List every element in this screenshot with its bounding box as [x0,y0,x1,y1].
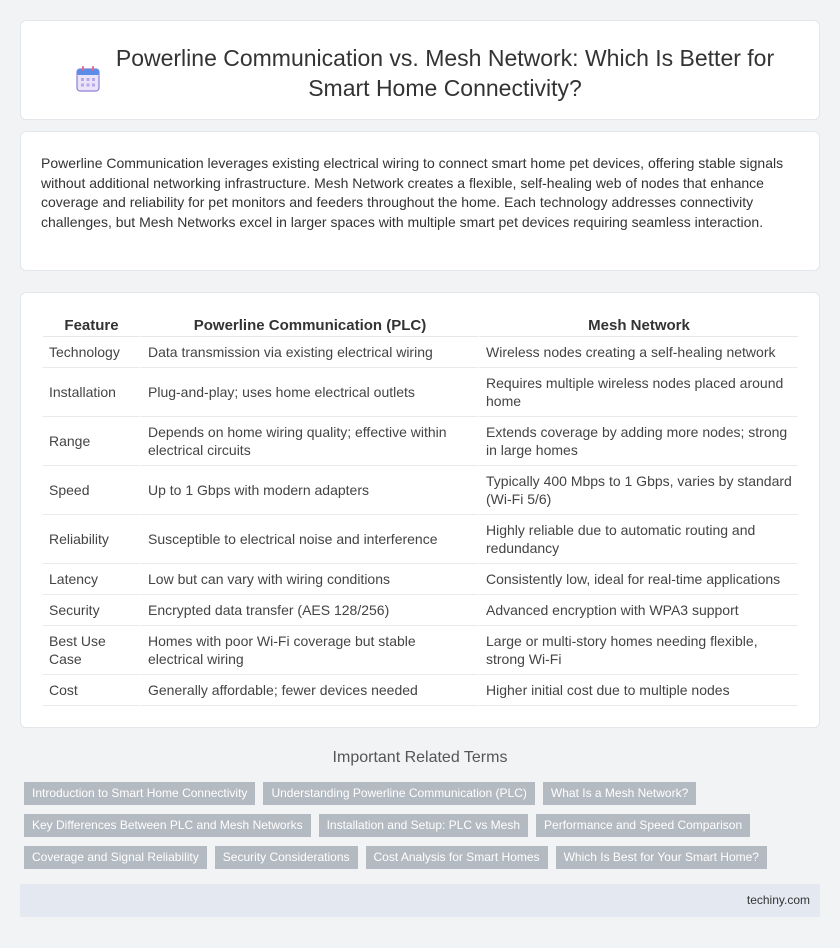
table-row [43,675,798,706]
plc-cell: Data transmission via existing electrical wiring [140,337,478,368]
plc-cell: Susceptible to electrical noise and interference [140,515,478,564]
page-title: Powerline Communication vs. Mesh Network: Which Is Better for Smart Home Connectivity? [115,45,775,101]
plc-cell: Low but can vary with wiring conditions [140,564,478,595]
plc-cell: Up to 1 Gbps with modern adapters [140,466,478,515]
table-row [43,417,798,466]
table-row [43,337,798,368]
table-header-row [43,313,798,337]
intro-paragraph: Powerline Communication leverages existing electrical wiring to connect smart home pet devices, offering stable signals without additional networking infrastructure. Mesh Network creates a flexible, self-healing web of nodes that enhance coverage and reliability for pet monitors and feeders throughout the home. Each technology addresses connectivity challenges, but Mesh Networks excel in larger spaces with multiple smart pet devices requiring seamless interaction. [41,155,784,230]
plc-cell: Plug-and-play; uses home electrical outlets [140,368,478,417]
intro-card [20,131,820,271]
plc-cell: Depends on home wiring quality; effective within electrical circuits [140,417,478,466]
header-mesh: Mesh Network [478,313,798,337]
feature-cell: Speed [43,466,140,515]
related-term-link[interactable]: Cost Analysis for Smart Homes [366,846,548,869]
related-term-link[interactable]: Performance and Speed Comparison [536,814,750,837]
tag-row [24,846,824,869]
table-row [43,626,798,675]
mesh-cell: Wireless nodes creating a self-healing network [478,337,798,368]
footer-site-link[interactable]: techiny.com [746,893,810,907]
table-row [43,368,798,417]
feature-cell: Installation [43,368,140,417]
header-feature: Feature [43,313,140,337]
plc-cell: Homes with poor Wi-Fi coverage but stable electrical wiring [140,626,478,675]
footer [20,884,820,917]
mesh-cell: Typically 400 Mbps to 1 Gbps, varies by standard (Wi-Fi 5/6) [478,466,798,515]
mesh-cell: Consistently low, ideal for real-time applications [478,564,798,595]
table-row [43,595,798,626]
feature-cell: Latency [43,564,140,595]
related-term-link[interactable]: Coverage and Signal Reliability [24,846,207,869]
related-terms-heading: Important Related Terms [332,749,508,766]
title-card [20,20,820,120]
mesh-cell: Large or multi-story homes needing flexible, strong Wi-Fi [478,626,798,675]
feature-cell: Cost [43,675,140,706]
plc-cell: Encrypted data transfer (AES 128/256) [140,595,478,626]
header-plc: Powerline Communication (PLC) [140,313,478,337]
mesh-cell: Highly reliable due to automatic routing and redundancy [478,515,798,564]
tag-row [24,814,824,837]
related-term-link[interactable]: Key Differences Between PLC and Mesh Networks [24,814,311,837]
tag-row [24,782,824,805]
related-term-link[interactable]: Which Is Best for Your Smart Home? [556,846,767,869]
plc-cell: Generally affordable; fewer devices needed [140,675,478,706]
related-terms-list [24,782,824,878]
table-row [43,515,798,564]
feature-cell: Reliability [43,515,140,564]
table-row [43,466,798,515]
related-term-link[interactable]: What Is a Mesh Network? [543,782,696,805]
related-term-link[interactable]: Installation and Setup: PLC vs Mesh [319,814,528,837]
mesh-cell: Extends coverage by adding more nodes; strong in large homes [478,417,798,466]
feature-cell: Range [43,417,140,466]
mesh-cell: Higher initial cost due to multiple nodes [478,675,798,706]
mesh-cell: Advanced encryption with WPA3 support [478,595,798,626]
feature-cell: Best Use Case [43,626,140,675]
feature-cell: Technology [43,337,140,368]
related-term-link[interactable]: Understanding Powerline Communication (PLC) [263,782,534,805]
feature-cell: Security [43,595,140,626]
related-term-link[interactable]: Introduction to Smart Home Connectivity [24,782,255,805]
comparison-card [20,292,820,728]
related-term-link[interactable]: Security Considerations [215,846,358,869]
mesh-cell: Requires multiple wireless nodes placed around home [478,368,798,417]
comparison-table [43,313,798,706]
table-row [43,564,798,595]
